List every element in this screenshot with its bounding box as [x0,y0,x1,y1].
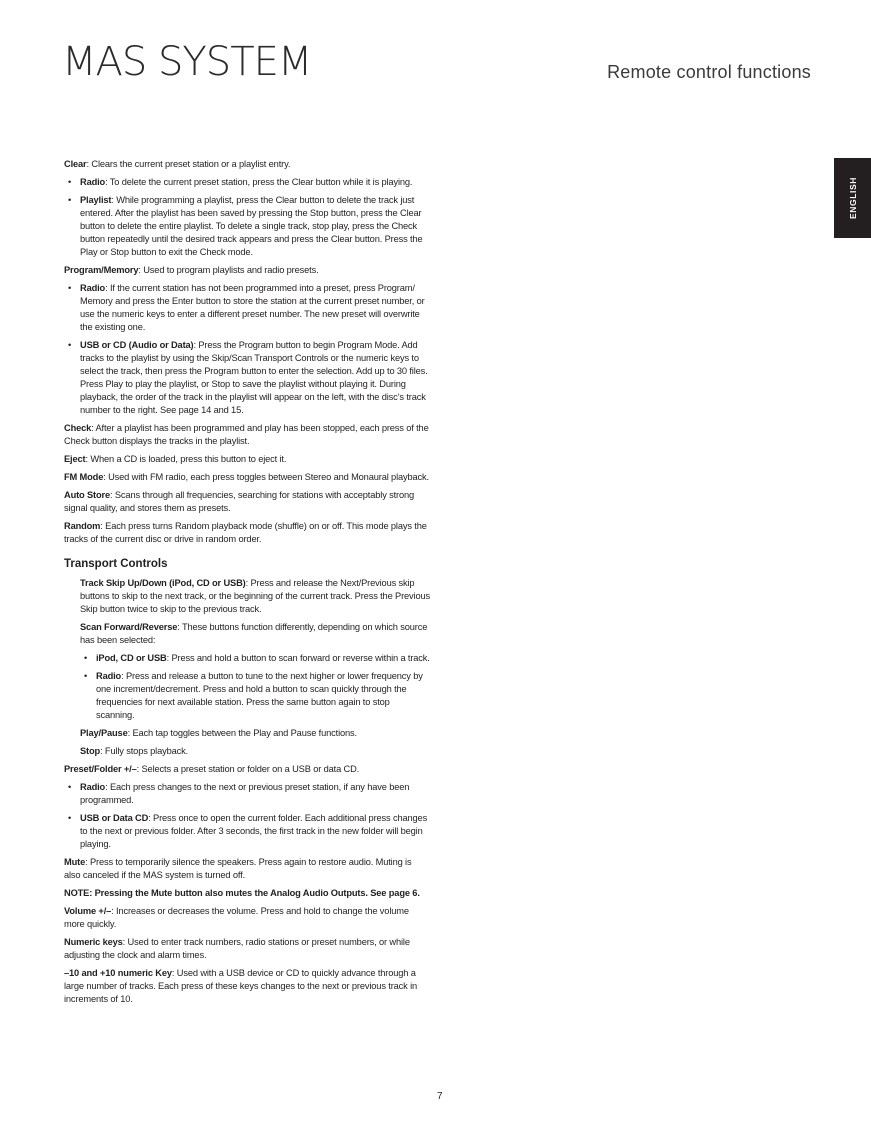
entry-fm-mode: FM Mode: Used with FM radio, each press toggles between Stereo and Monaural playback. [64,472,429,482]
entry-preset-folder: Preset/Folder +/–: Selects a preset station or folder on a USB or data CD. [64,764,360,774]
page-number: 7 [437,1091,443,1102]
preset-list [64,781,430,851]
entry-program: Program/Memory: Used to program playlists and radio presets. [64,265,319,275]
entry-eject: Eject: When a CD is loaded, press this button to eject it. [64,454,287,464]
language-tab [834,158,871,238]
entry-auto-store: Auto Store: Scans through all frequencies, searching for stations with acceptably strong signal quality, and stores them as presets. [64,490,415,513]
list-item: • Radio: Press and release a button to tune to the next higher or lower frequency by one increment/decrement. Press and hold a button to scan quickly through the frequencies for next available station. Press the same button again to stop scanning. [96,670,430,722]
entry-clear: Clear: Clears the current preset station or a playlist entry. [64,159,291,169]
scan-list [64,652,430,722]
mute-note: NOTE: Pressing the Mute button also mutes the Analog Audio Outputs. See page 6. [64,888,420,898]
clear-list [64,176,430,259]
entry-numeric-keys: Numeric keys: Used to enter track numbers, radio stations or preset numbers, or while adjusting the clock and alarm times. [64,937,410,960]
entry-track-skip: Track Skip Up/Down (iPod, CD or USB): Press and release the Next/Previous skip buttons to skip to the next track, or the beginning of the current track. Press the Previous Skip button twice to skip to the previous track. [80,578,431,614]
list-item: • USB or CD (Audio or Data): Press the Program button to begin Program Mode. Add tracks to the playlist by using the Skip/Scan Transport Controls or the numeric keys to select the track, then press the Program button to enter the selection. Add up to 30 files. Press Play to play the playlist, or Stop to save the playlist without playing it. During playback, the order of the track in the playlist will appear on the left, with the disc’s track number to the right. See page 14 and 15. [80,339,430,417]
list-item: • Playlist: While programming a playlist, press the Clear button to delete the track just entered. After the playlist has been saved by pressing the Stop button, press the Clear button to delete the entire playlist. To delete a single track, stop play, press the Check button repeatedly until the desired track appears and press the Clear button. Press the Play or Stop button to exit the Check mode. [80,194,430,259]
entry-random: Random: Each press turns Random playback mode (shuffle) on or off. This mode plays the tracks of the current disc or drive in random order. [64,521,427,544]
entry-stop: Stop: Fully stops playback. [80,746,189,756]
main-content [64,158,430,1011]
list-item: • iPod, CD or USB: Press and hold a button to scan forward or reverse within a track. [96,652,430,665]
program-list [64,282,430,417]
entry-scan: Scan Forward/Reverse: These buttons function differently, depending on which source has been selected: [80,622,428,645]
entry-volume: Volume +/–: Increases or decreases the volume. Press and hold to change the volume more quickly. [64,906,409,929]
entry-ten-keys: –10 and +10 numeric Key: Used with a USB device or CD to quickly advance through a large number of tracks. Each press of these keys changes to the next or previous track in increments of 10. [64,968,418,1004]
section-title: Remote control functions [607,62,811,82]
language-tab-label: ENGLISH [847,177,858,219]
list-item: • Radio: If the current station has not been programmed into a preset, press Program/ Memory and press the Enter button to store the station at the current preset number, or use the numeric keys to enter a different preset number. The new preset will overwrite the existing one. [80,282,430,334]
transport-heading: Transport Controls [64,558,168,570]
transport-section-2 [64,727,430,758]
list-item: • Radio: Each press changes to the next or previous preset station, if any have been programmed. [80,781,430,807]
entry-mute: Mute: Press to temporarily silence the speakers. Press again to restore audio. Muting is also canceled if the MAS system is turned off. [64,857,412,880]
entry-play-pause: Play/Pause: Each tap toggles between the Play and Pause functions. [80,728,357,738]
entry-check: Check: After a playlist has been programmed and play has been stopped, each press of the Check button displays the tracks in the playlist. [64,423,429,446]
brand-title: MAS SYSTEM [62,39,312,85]
list-item: • Radio: To delete the current preset station, press the Clear button while it is playing. [80,176,430,189]
list-item: • USB or Data CD: Press once to open the current folder. Each additional press changes to the next or previous folder. After 3 seconds, the first track in the new folder will begin playing. [80,812,430,851]
transport-section [64,577,430,647]
